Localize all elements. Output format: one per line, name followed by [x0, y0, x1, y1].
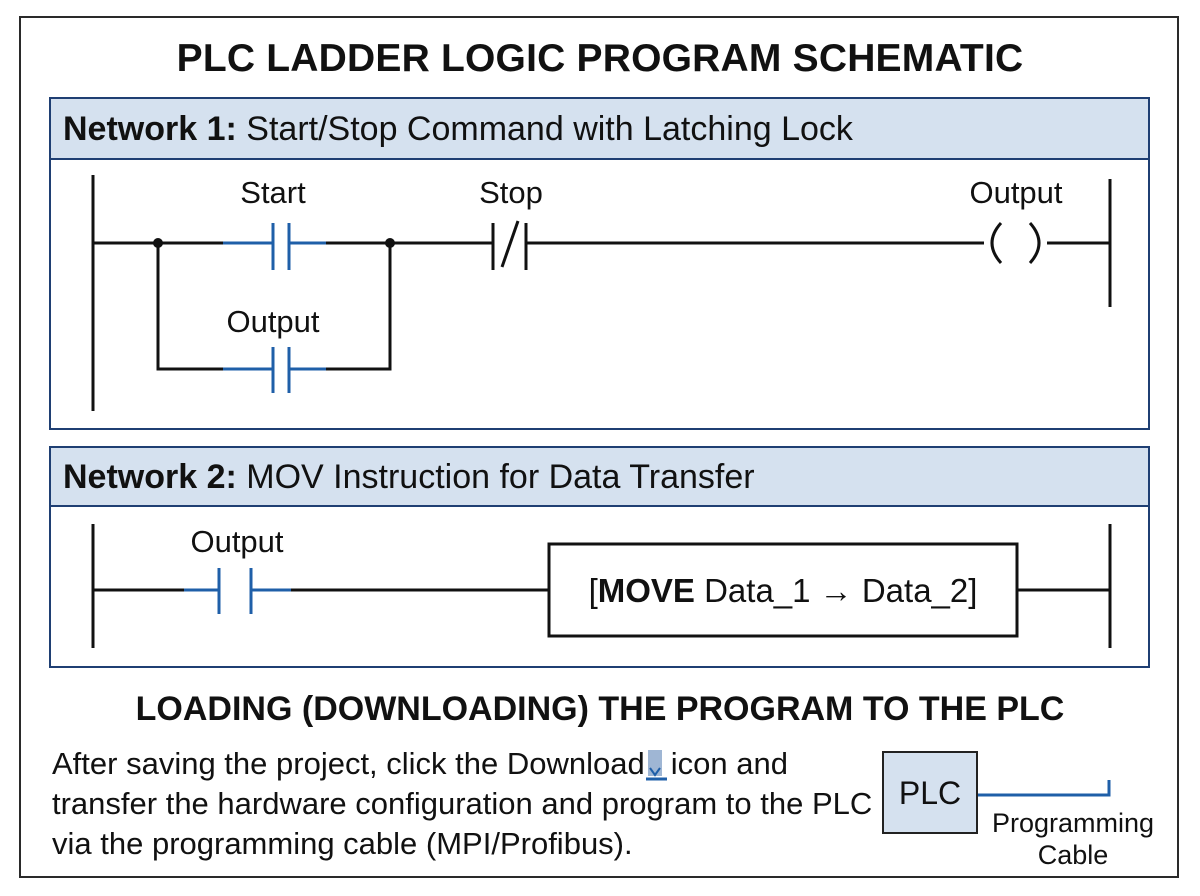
cable-label-line-1: Programming	[991, 808, 1155, 838]
programming-cable-line	[976, 776, 1116, 806]
junction-dot	[153, 238, 163, 248]
output-contact	[184, 568, 291, 614]
output-coil	[992, 223, 1039, 263]
branch-wire	[326, 243, 390, 369]
network-2-panel	[49, 446, 1150, 668]
junction-dot	[385, 238, 395, 248]
network-1-panel	[49, 97, 1150, 430]
move-keyword: MOVE	[597, 572, 695, 609]
network-2-description: MOV Instruction for Data Transfer	[246, 458, 755, 496]
network-1-ladder	[51, 99, 1152, 432]
latch-contact	[223, 347, 326, 393]
instructions-part-1: After saving the project, click the Download	[52, 746, 645, 781]
network-1-number: Network 1:	[63, 110, 237, 148]
block-open-bracket: [	[588, 572, 598, 609]
instructions-part-2: icon and transfer the hardware configuration and program to the PLC via the programming cable (MPI/Profibus).	[52, 746, 873, 861]
plc-device-box: PLC	[882, 751, 978, 834]
output-coil-label: Output	[969, 175, 1063, 210]
cable-label-line-2: Cable	[1037, 840, 1109, 870]
programming-cable-label	[984, 807, 1162, 871]
stop-contact-label: Stop	[479, 175, 543, 210]
network-2-ladder	[51, 448, 1152, 670]
network-2-number: Network 2:	[63, 458, 237, 496]
loading-instructions	[52, 744, 882, 864]
start-contact	[223, 223, 326, 270]
main-title: PLC LADDER LOGIC PROGRAM SCHEMATIC	[176, 37, 1024, 80]
stop-contact	[493, 221, 526, 270]
output-contact-label: Output	[190, 524, 284, 559]
move-instruction-text	[589, 572, 978, 609]
latch-contact-label: Output	[226, 304, 320, 339]
move-arguments: Data_1 → Data_2	[704, 572, 969, 609]
loading-section-title: LOADING (DOWNLOADING) THE PROGRAM TO THE PLC	[135, 690, 1065, 728]
download-icon	[645, 748, 669, 780]
network-1-description: Start/Stop Command with Latching Lock	[246, 110, 853, 148]
start-contact-label: Start	[240, 175, 306, 210]
block-close-bracket: ]	[968, 572, 978, 609]
